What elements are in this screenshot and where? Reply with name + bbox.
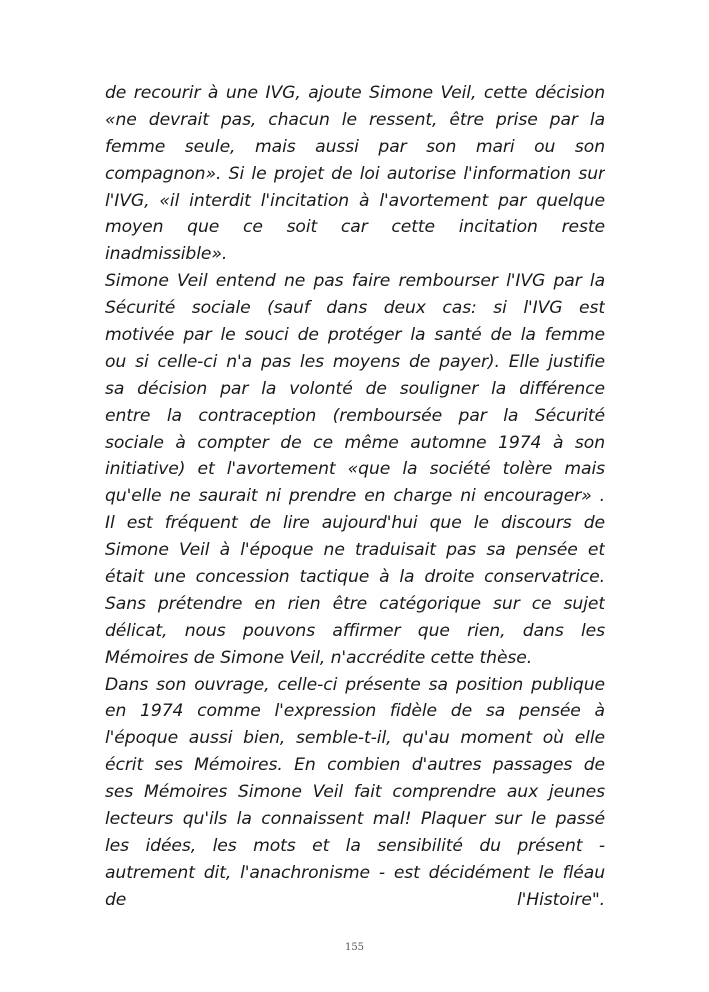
text-line: Il est fréquent de lire aujourd'hui que le discours de xyxy=(105,513,605,534)
text-line: compagnon». Si le projet de loi autorise l'information sur xyxy=(105,163,605,184)
text-line: Simone Veil à l'époque ne traduisait pas sa pensée et xyxy=(105,540,605,561)
text-line: femme seule, mais aussi par son mari ou son xyxy=(105,136,605,157)
text-line: écrit ses Mémoires. En combien d'autres passages de xyxy=(105,755,605,776)
text-line: de l'Histoire". xyxy=(105,889,605,910)
text-line: lecteurs qu'ils la connaissent mal! Plaquer sur le passé xyxy=(105,809,605,830)
text-line: sociale à compter de ce même automne 1974 à son xyxy=(105,432,605,453)
text-line: était une concession tactique à la droite conservatrice. xyxy=(105,567,605,588)
text-line: moyen que ce soit car cette incitation reste xyxy=(105,217,605,238)
text-line: Simone Veil entend ne pas faire rembourser l'IVG par la xyxy=(105,271,605,292)
text-line: sa décision par la volonté de souligner la différence xyxy=(105,378,605,399)
text-line: ou si celle-ci n'a pas les moyens de payer). Elle justifie xyxy=(105,351,605,372)
text-line: Mémoires de Simone Veil, n'accrédite cette thèse. xyxy=(105,647,533,668)
text-line: initiative) et l'avortement «que la société tolère mais xyxy=(105,459,605,480)
text-line: l'époque aussi bien, semble-t-il, qu'au moment où elle xyxy=(105,728,605,749)
text-line: Sécurité sociale (sauf dans deux cas: si l'IVG est xyxy=(105,298,605,319)
text-line: en 1974 comme l'expression fidèle de sa pensée à xyxy=(105,701,605,722)
text-line: ses Mémoires Simone Veil fait comprendre aux jeunes xyxy=(105,782,605,803)
text-line: autrement dit, l'anachronisme - est décidément le fléau xyxy=(105,862,605,883)
body-text xyxy=(105,80,605,914)
text-line: Dans son ouvrage, celle-ci présente sa position publique xyxy=(105,674,605,695)
text-line: inadmissible». xyxy=(105,244,228,265)
text-line: Sans prétendre en rien être catégorique sur ce sujet xyxy=(105,593,605,614)
text-line: délicat, nous pouvons affirmer que rien, dans les xyxy=(105,620,605,641)
text-line: de recourir à une IVG, ajoute Simone Veil, cette décision xyxy=(105,83,605,103)
text-line: «ne devrait pas, chacun le ressent, être prise par la xyxy=(105,109,605,130)
text-line: l'IVG, «il interdit l'incitation à l'avortement par quelque xyxy=(105,190,605,211)
text-line: les idées, les mots et la sensibilité du présent - xyxy=(105,835,605,856)
text-line: entre la contraception (remboursée par la Sécurité xyxy=(105,405,605,426)
page-number: 155 xyxy=(344,942,365,953)
text-line: motivée par le souci de protéger la santé de la femme xyxy=(105,325,605,346)
text-line: qu'elle ne saurait ni prendre en charge ni encourager» . xyxy=(105,486,605,507)
